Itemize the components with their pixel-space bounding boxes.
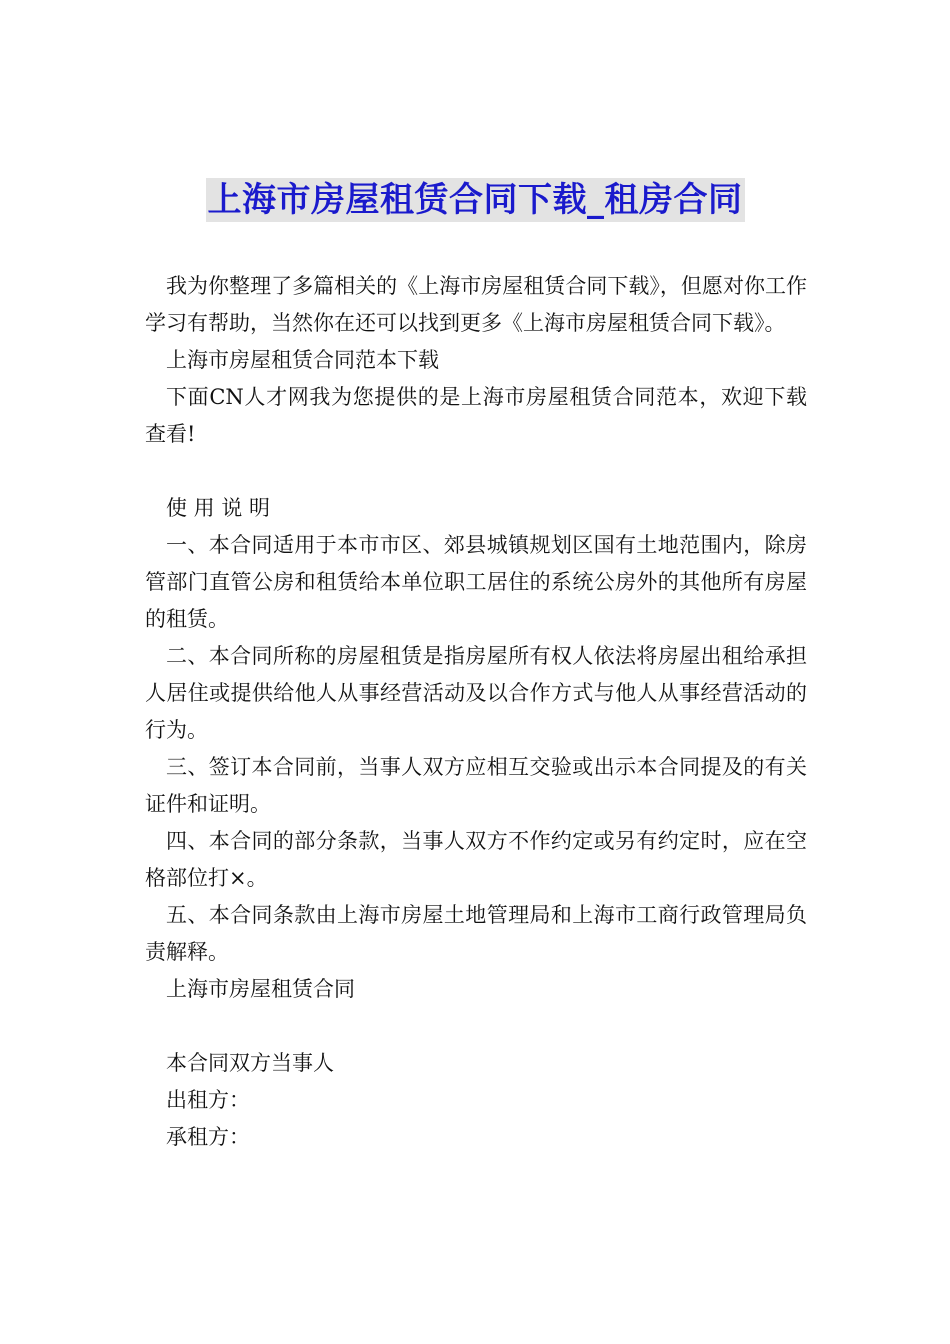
blank-line bbox=[145, 453, 807, 490]
intro-paragraph: 我为你整理了多篇相关的《上海市房屋租赁合同下载》，但愿对你工作学习有帮助，当然你在还可以找到更多《上海市房屋租赁合同下载》。 bbox=[145, 274, 807, 335]
section-heading-template: 上海市房屋租赁合同范本下载 bbox=[166, 348, 439, 372]
instruction-item-3: 三、签订本合同前，当事人双方应相互交验或出示本合同提及的有关证件和证明。 bbox=[145, 755, 807, 816]
document-body bbox=[145, 268, 807, 1156]
lessee-label: 承租方： bbox=[166, 1125, 250, 1149]
lessor-label: 出租方： bbox=[166, 1088, 250, 1112]
title-container bbox=[0, 178, 950, 222]
instruction-item-4: 四、本合同的部分条款，当事人双方不作约定或另有约定时，应在空格部位打×。 bbox=[145, 829, 807, 890]
instruction-item-2: 二、本合同所称的房屋租赁是指房屋所有权人依法将房屋出租给承担人居住或提供给他人从事经营活动及以合作方式与他人从事经营活动的行为。 bbox=[145, 644, 807, 742]
document-title: 上海市房屋租赁合同下载_租房合同 bbox=[207, 180, 743, 220]
intro-paragraph-2: 下面CN人才网我为您提供的是上海市房屋租赁合同范本，欢迎下载查看! bbox=[145, 385, 807, 446]
contract-heading: 上海市房屋租赁合同 bbox=[166, 977, 355, 1001]
parties-heading: 本合同双方当事人 bbox=[166, 1051, 334, 1075]
instructions-heading: 使 用 说 明 bbox=[166, 496, 271, 520]
instruction-item-1: 一、本合同适用于本市市区、郊县城镇规划区国有土地范围内，除房管部门直管公房和租赁给本单位职工居住的系统公房外的其他所有房屋的租赁。 bbox=[145, 533, 807, 631]
instruction-item-5: 五、本合同条款由上海市房屋土地管理局和上海市工商行政管理局负责解释。 bbox=[145, 903, 807, 964]
blank-line bbox=[145, 1008, 807, 1045]
